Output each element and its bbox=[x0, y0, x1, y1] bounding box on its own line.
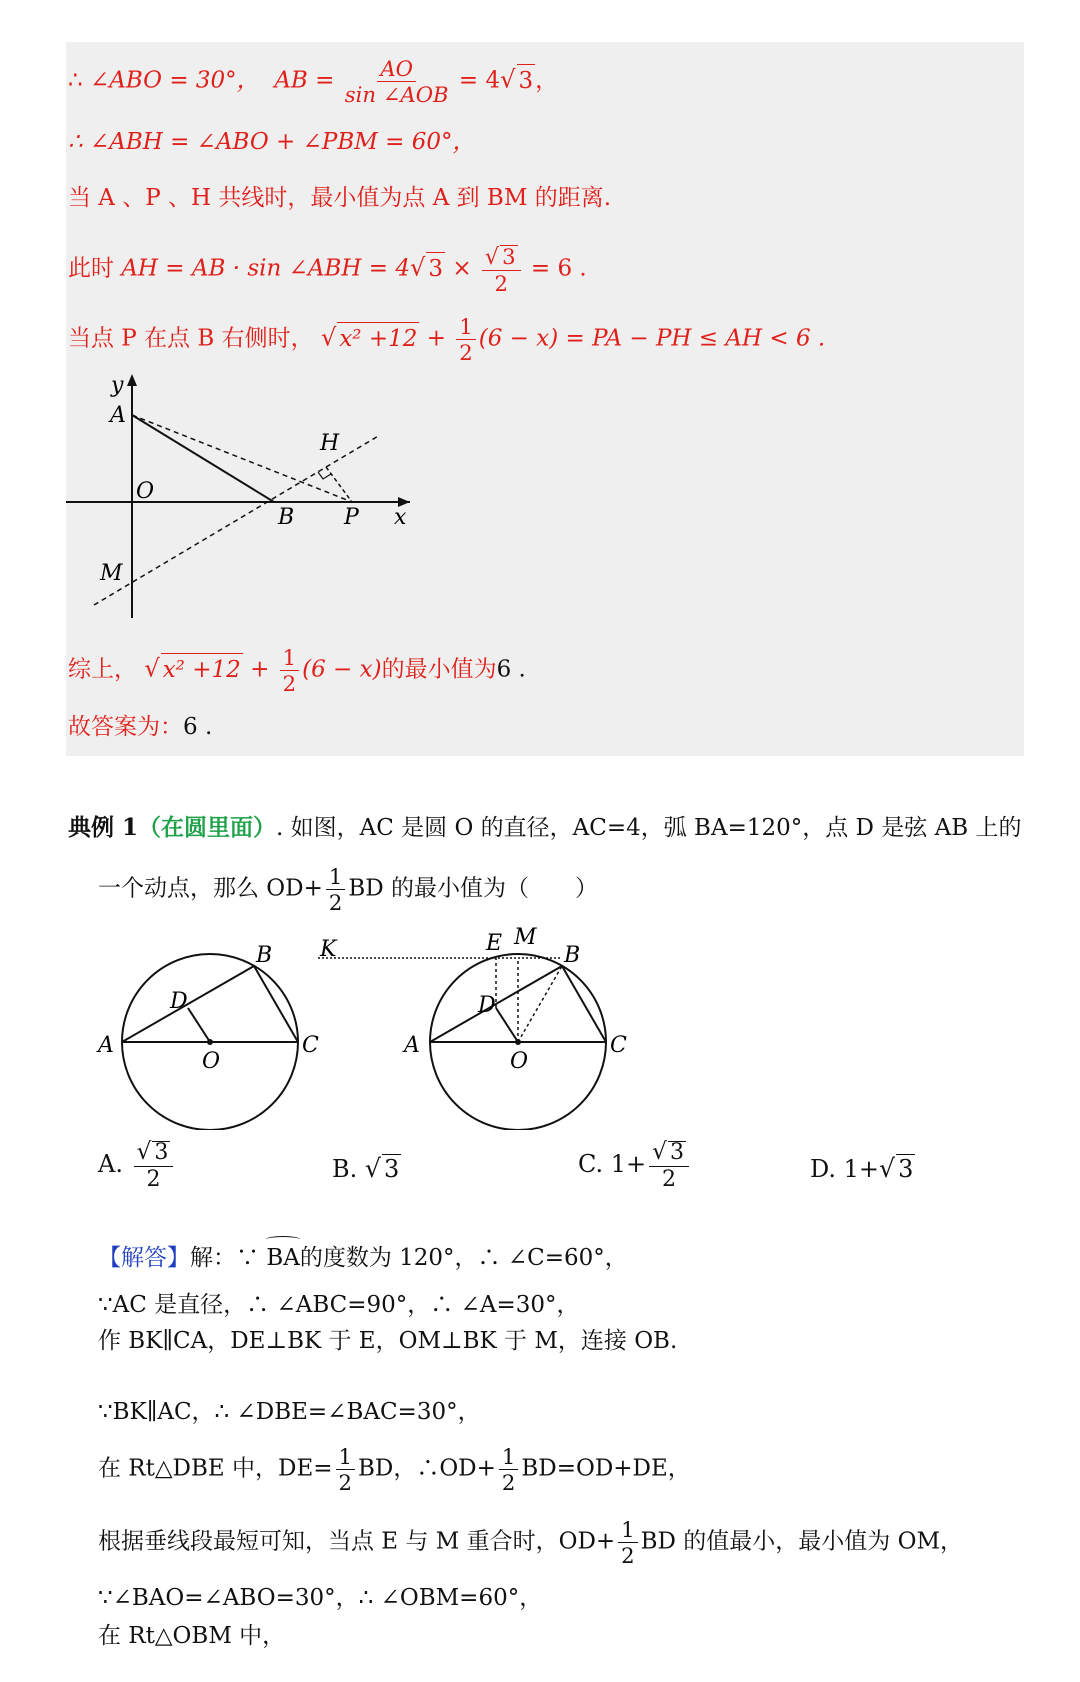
segment-ap bbox=[132, 415, 352, 502]
label-y: y bbox=[111, 373, 124, 398]
label-d: D bbox=[170, 989, 188, 1014]
line-bm bbox=[94, 435, 380, 605]
option-a[interactable]: A. $\frac{√ 3}{2}$ bbox=[98, 1140, 176, 1191]
label-a: A bbox=[98, 1033, 114, 1058]
chord-ab bbox=[122, 966, 254, 1042]
answer-line-5: 在 Rt△DBE 中，DE= $\frac{1}{2}$ BD，∴OD+ $\frac{1}{2}$ BD=OD+DE， bbox=[98, 1444, 691, 1496]
label-c: C bbox=[610, 1033, 627, 1058]
solution-line-6: 综上， √ x² +12 + $\frac{1}{2}$ (6 − x)的最小值为6 . bbox=[68, 645, 526, 697]
chord-bc bbox=[254, 966, 298, 1042]
label-b: B bbox=[256, 943, 273, 968]
solution-line-1: ∴ ∠ABO = 30°， AB = $\frac{AO}{\text{sin ∠AOB}}$ = 4√ 3， bbox=[68, 56, 559, 108]
fraction-ao-over-sin: $\frac{AO}{\text{sin ∠AOB}}$ bbox=[344, 56, 449, 108]
label-c: C bbox=[302, 1033, 319, 1058]
label-d: D bbox=[478, 993, 496, 1018]
segment-od bbox=[496, 1008, 518, 1042]
option-b[interactable]: B. √ 3 bbox=[332, 1154, 400, 1183]
label-o: O bbox=[510, 1049, 529, 1074]
segment-od bbox=[188, 1008, 210, 1042]
answer-line-6: 根据垂线段最短可知，当点 E 与 M 重合时，OD+ $\frac{1}{2}$ BD 的值最小，最小值为 OM， bbox=[98, 1517, 963, 1569]
label-a: A bbox=[110, 403, 126, 428]
solution-line-3: 当 A 、P 、H 共线时，最小值为点 A 到 BM 的距离. bbox=[68, 185, 612, 211]
segment-ob bbox=[518, 966, 562, 1042]
answer-line-3: 作 BK∥CA，DE⊥BK 于 E，OM⊥BK 于 M，连接 OB. bbox=[98, 1328, 678, 1354]
solution-line-5: 当点 P 在点 B 右侧时， √ x² +12 + $\frac{1}{2}$ (6 − x) = PA − PH ≤ AH < 6 . bbox=[68, 314, 826, 366]
label-p: P bbox=[344, 505, 359, 530]
y-axis-arrow bbox=[127, 374, 137, 386]
label-k: K bbox=[320, 937, 337, 962]
circle-figure-2 bbox=[300, 920, 640, 1130]
segment-ph bbox=[326, 467, 352, 502]
label-h: H bbox=[320, 431, 340, 456]
answer-line-1: 【解答】解：∵ BA的度数为 120°，∴ ∠C=60°， bbox=[98, 1236, 628, 1274]
option-c[interactable]: C. 1+ $\frac{√ 3}{2}$ bbox=[578, 1140, 692, 1191]
example-tag: （在圆里面） bbox=[138, 814, 277, 841]
label-a: A bbox=[404, 1033, 420, 1058]
circle-figure-1 bbox=[90, 930, 330, 1130]
label-m: M bbox=[100, 561, 123, 586]
label-m: M bbox=[514, 925, 537, 950]
chord-bc bbox=[562, 966, 606, 1042]
label-o: O bbox=[202, 1049, 221, 1074]
right-angle-mark bbox=[318, 472, 331, 479]
answer-line-2: ∵AC 是直径，∴ ∠ABC=90°，∴ ∠A=30°， bbox=[98, 1292, 580, 1318]
label-e: E bbox=[486, 931, 503, 956]
label-x: x bbox=[394, 505, 407, 530]
center-dot bbox=[515, 1039, 521, 1045]
label-o: O bbox=[136, 479, 155, 504]
label-b: B bbox=[278, 505, 295, 530]
solution-line-2: ∴ ∠ABH = ∠ABO + ∠PBM = 60°， bbox=[68, 129, 476, 155]
solution-line-4: 此时 AH = AB · sin ∠ABH = 4√ 3 × $\frac{√ 3}{2}$ = 6 . bbox=[68, 244, 587, 297]
option-d[interactable]: D. 1+√ 3 bbox=[810, 1154, 914, 1183]
solution-line-7: 故答案为：6 . bbox=[68, 714, 213, 740]
answer-label: 【解答】 bbox=[98, 1245, 190, 1271]
answer-line-7: ∵∠BAO=∠ABO=30°，∴ ∠OBM=60°， bbox=[98, 1585, 543, 1611]
example-question-line-2: 一个动点，那么 OD+ $\frac{1}{2}$ BD 的最小值为（ ） bbox=[98, 864, 599, 916]
example-title: 典例 1 bbox=[68, 814, 139, 841]
label-b: B bbox=[564, 943, 581, 968]
example-title-line: 典例 1（在圆里面）. 如图，AC 是圆 O 的直径，AC=4，弧 BA=120°，点 D 是弦 AB 上的 bbox=[68, 814, 1022, 841]
center-dot bbox=[207, 1039, 213, 1045]
coordinate-figure bbox=[60, 370, 420, 630]
answer-line-8: 在 Rt△OBM 中， bbox=[98, 1623, 286, 1649]
answer-line-4: ∵BK∥AC，∴ ∠DBE=∠BAC=30°， bbox=[98, 1399, 481, 1425]
